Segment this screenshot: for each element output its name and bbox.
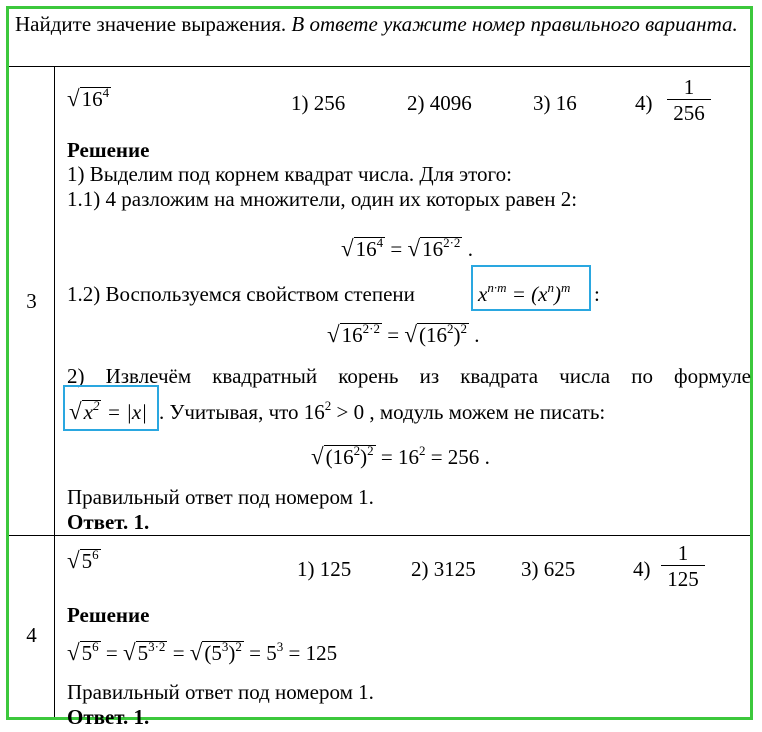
- option-4-fraction: $\frac{1}{256}$: [667, 75, 711, 126]
- problem-expression: $√5^6$: [67, 547, 99, 573]
- final-answer: Ответ. 1.: [67, 705, 150, 729]
- task-frame: [6, 6, 753, 729]
- task-header: [9, 9, 750, 67]
- option-2: 2) 4096: [407, 91, 472, 115]
- equation-1: $√16^4 = √16^{2\cdot 2}$ .: [341, 235, 473, 261]
- equation-3: $√(16^2)^2 = 16^2 = 256$ .: [311, 443, 490, 469]
- option-2: 2) 3125: [411, 557, 476, 581]
- correct-answer-text: Правильный ответ под номером 1.: [67, 680, 374, 704]
- option-4-label: 4): [635, 91, 653, 115]
- task-instruction-italic: В ответе укажите номер правильного варианта.: [291, 12, 738, 36]
- solution-step-2: 2) Извлечём квадратный корень из квадрата числа по формуле: [67, 364, 751, 388]
- option-4-label: 4): [633, 557, 651, 581]
- problem-expression: $√16^4$: [67, 85, 110, 111]
- final-answer: Ответ. 1.: [67, 510, 150, 534]
- problem-number: 3: [26, 289, 37, 313]
- equation-2: $√16^{2\cdot 2} = √(16^2)^2$ .: [327, 321, 480, 347]
- problem-row-3: [9, 67, 750, 536]
- option-3: 3) 16: [533, 91, 577, 115]
- option-3: 3) 625: [521, 557, 576, 581]
- solution-chain: $√5^6 = √5^{3\cdot 2} = √(5^3)^2 = 5^3 = 125$: [67, 639, 338, 665]
- solution-step-2-continued: . Учитывая, что $16^2 > 0$ , модуль можем не писать:: [159, 398, 606, 424]
- solution-step-1-2: 1.2) Воспользуемся свойством степени: [67, 282, 415, 306]
- solution-step-1-1: 1.1) 4 разложим на множители, один их которых равен 2:: [67, 187, 578, 211]
- colon: :: [594, 282, 600, 306]
- problem-number-cell: [9, 535, 55, 717]
- problem-content: [55, 67, 750, 535]
- solution-title: Решение: [67, 603, 150, 627]
- option-1: 1) 256: [291, 91, 346, 115]
- option-4-fraction: $\frac{1}{125}$: [661, 541, 705, 592]
- problem-content: [55, 535, 750, 729]
- solution-step-1: 1) Выделим под корнем квадрат числа. Для этого:: [67, 162, 512, 186]
- problem-row-4: [9, 535, 750, 729]
- sqrt-square-formula: $√x^2 = |x|$: [69, 398, 147, 424]
- power-property-formula: $x^{n\cdot m} = (x^n)^m$: [478, 280, 571, 306]
- task-instruction: Найдите значение выражения.: [15, 12, 287, 36]
- problem-number-cell: [9, 67, 55, 535]
- solution-title: Решение: [67, 138, 150, 162]
- correct-answer-text: Правильный ответ под номером 1.: [67, 485, 374, 509]
- option-1: 1) 125: [297, 557, 352, 581]
- problem-number: 4: [26, 623, 37, 647]
